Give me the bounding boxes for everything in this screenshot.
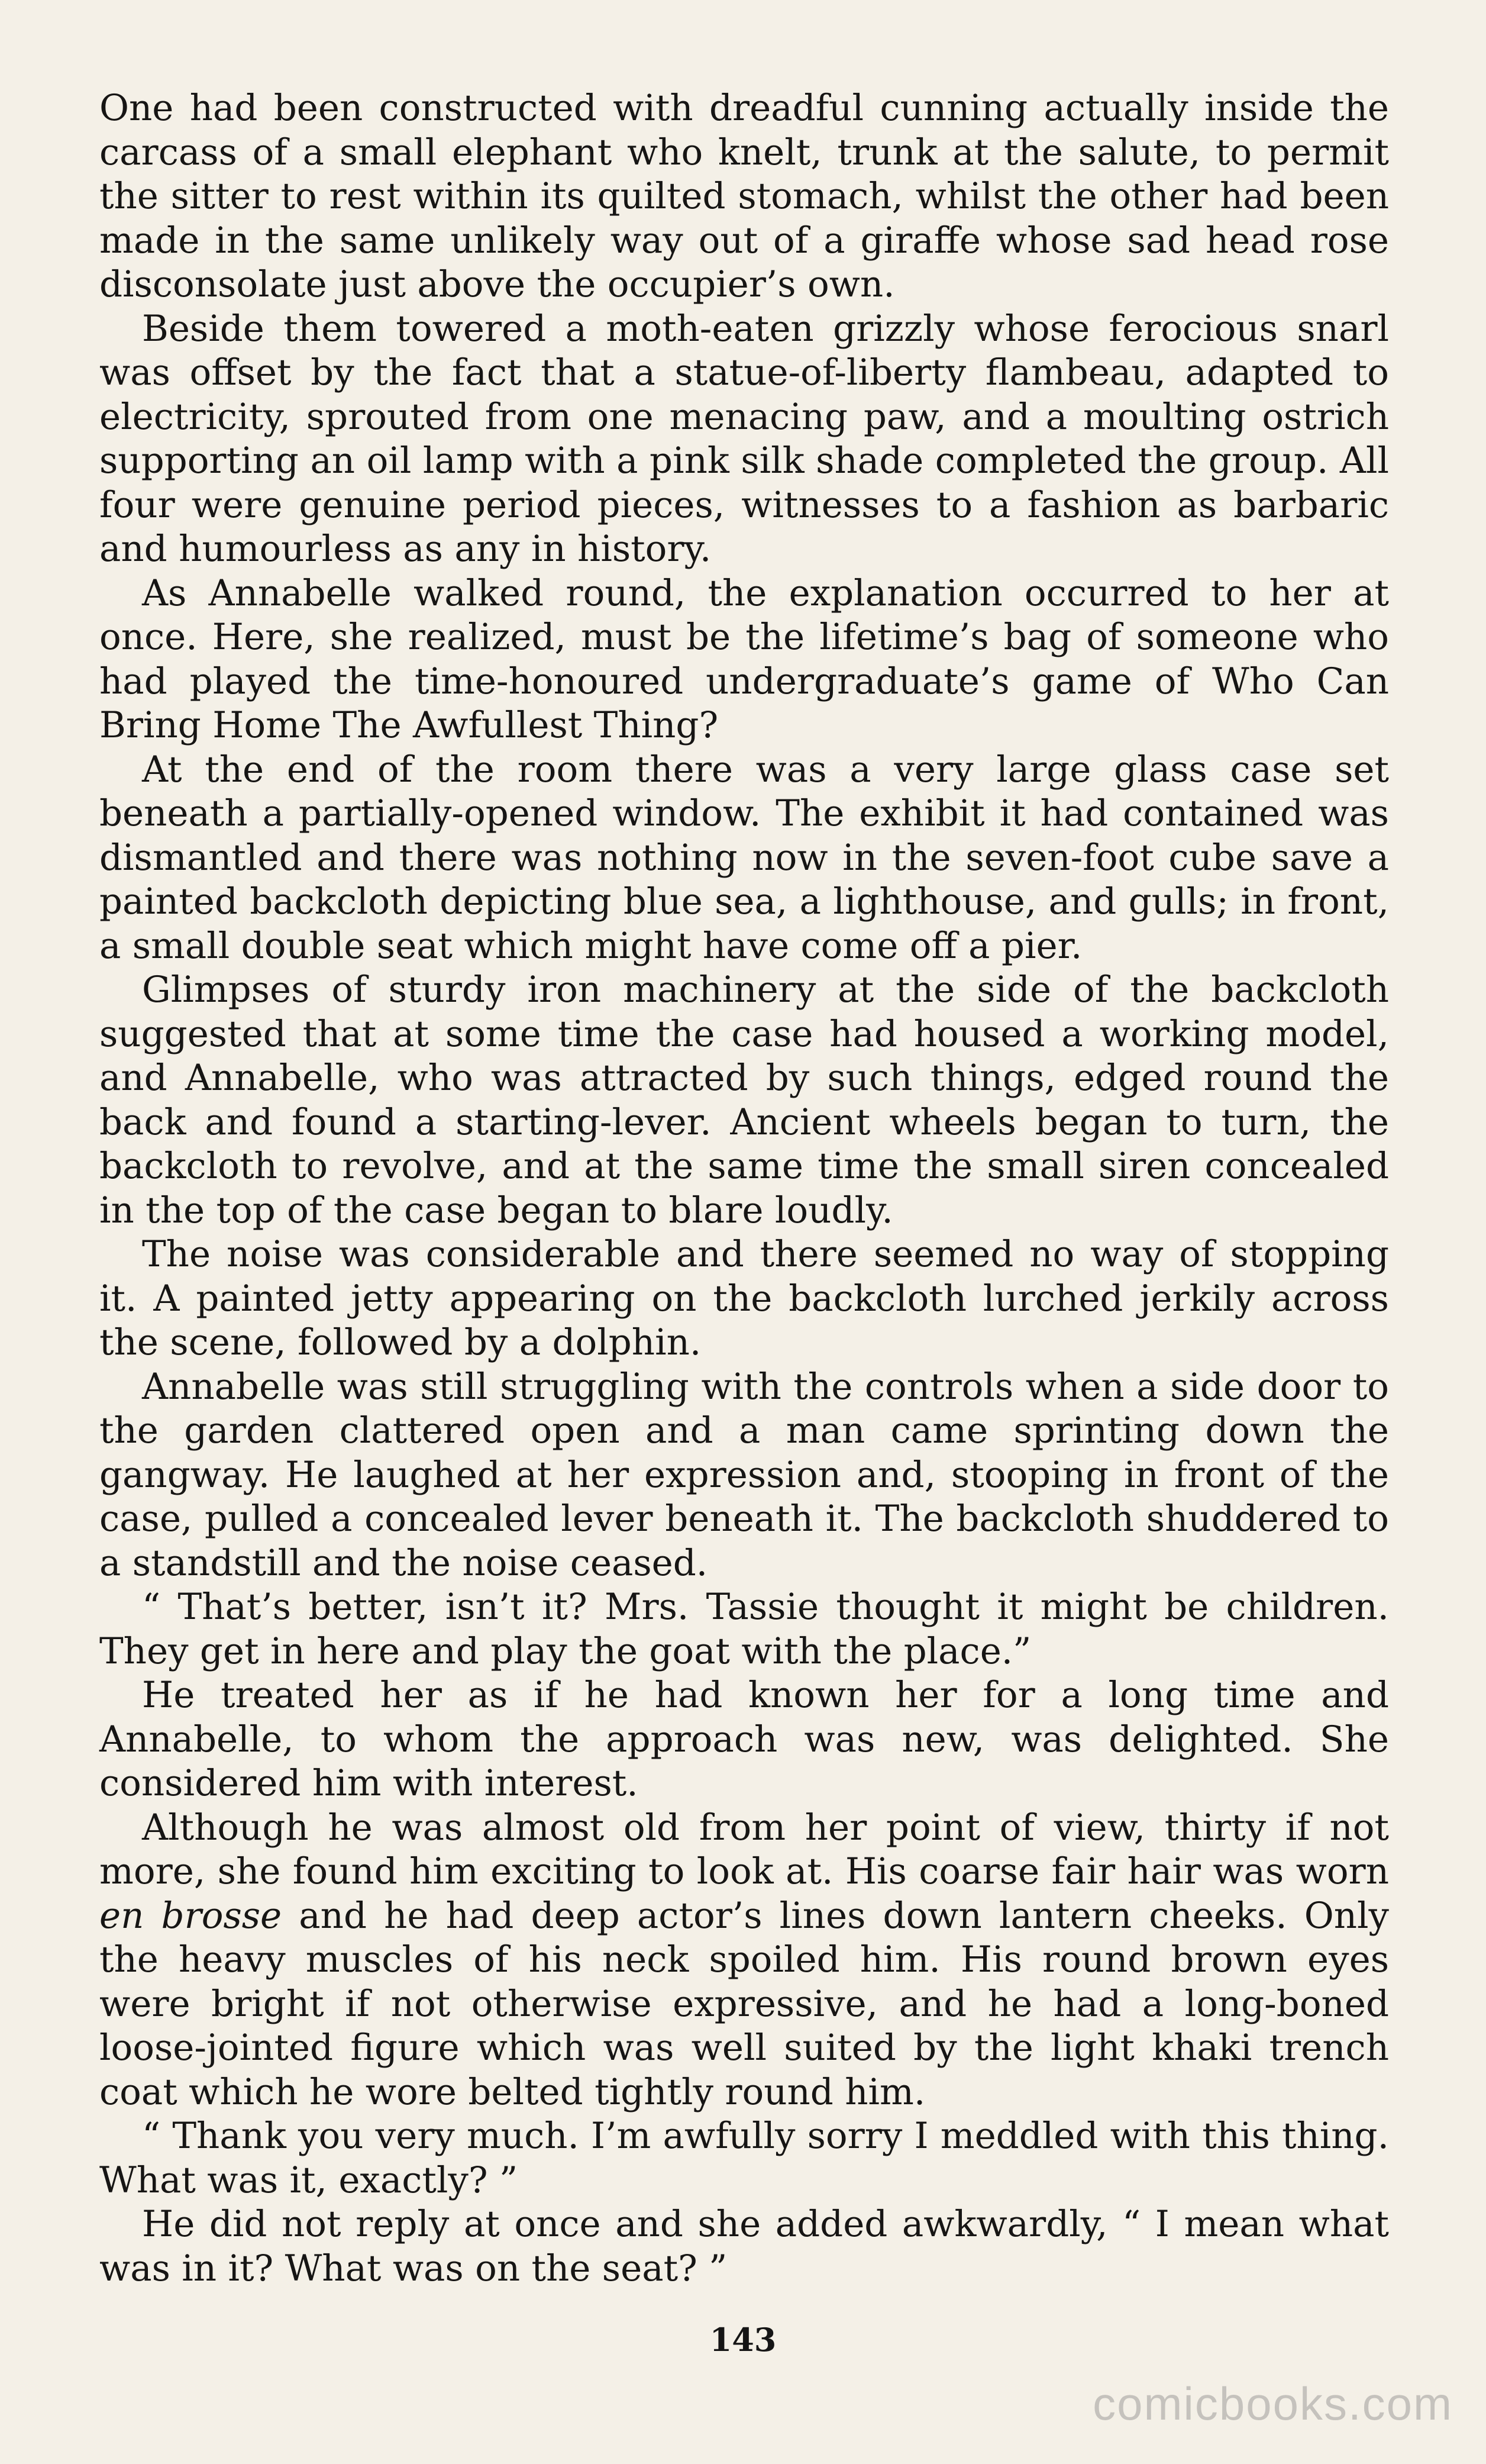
paragraph-7: Annabelle was still struggling with the controls when a side door to the garden clattered open and a man came sprinting down the gangway. He laughed at her expression and, stooping in front of the case, pulled a concealed lever beneath it. The backcloth shuddered to a standstill and the noise ceased. (99, 1365, 1389, 1584)
paragraph-1: One had been constructed with dreadful cunning actually inside the carcass of a small elephant who knelt, trunk at the salute, to permit the sitter to rest within its quilted stomach, whilst the other had been made in the same unlikely way out of a giraffe whose sad head rose disconsolate just above the occupier’s own. (99, 87, 1389, 305)
paragraph-9: He treated her as if he had known her for a long time and Annabelle, to whom the approach was new, was delighted. She considered him with interest. (99, 1674, 1389, 1804)
page-number: 143 (709, 2321, 777, 2359)
watermark: comicbooks.com (1093, 2378, 1453, 2430)
paragraph-6: The noise was considerable and there seemed no way of stopping it. A painted jetty appearing on the backcloth lurched jerkily across the scene, followed by a dolphin. (99, 1233, 1389, 1363)
body-text (99, 86, 1389, 2291)
paragraph-10-text-before: Although he was almost old from her point of view, thirty if not more, she found him exciting to look at. His coarse fair hair was worn (99, 1806, 1389, 1892)
paragraph-3: As Annabelle walked round, the explanation occurred to her at once. Here, she realized, must be the lifetime’s bag of someone who had played the time-honoured undergraduate’s game of Who Can Bring Home The Awfullest Thing? (99, 572, 1389, 746)
paragraph-10-text-after: and he had deep actor’s lines down lantern cheeks. Only the heavy muscles of his neck spoiled him. His round brown eyes were bright if not otherwise expressive, and he had a long-boned loose-jointed figure which was well suited by the light khaki trench coat which he wore belted tightly round him. (99, 1894, 1389, 2113)
paragraph-8: “ That’s better, isn’t it? Mrs. Tassie thought it might be children. They get in here and play the goat with the place.” (99, 1586, 1389, 1672)
paragraph-5: Glimpses of sturdy iron machinery at the side of the backcloth suggested that at some time the case had housed a working model, and Annabelle, who was attracted by such things, edged round the back and found a starting-lever. Ancient wheels began to turn, the backcloth to revolve, and at the same time the small siren concealed in the top of the case began to blare loudly. (99, 969, 1389, 1231)
paragraph-2: Beside them towered a moth-eaten grizzly whose ferocious snarl was offset by the fact that a statue-of-liberty flambeau, adapted to electricity, sprouted from one menacing paw, and a moulting ostrich supporting an oil lamp with a pink silk shade completed the group. All four were genuine period pieces, witnesses to a fashion as barbaric and humourless as any in history. (99, 307, 1389, 570)
paragraph-11: “ Thank you very much. I’m awfully sorry I meddled with this thing. What was it, exactly? ” (99, 2115, 1389, 2201)
paragraph-4: At the end of the room there was a very large glass case set beneath a partially-opened window. The exhibit it had contained was dismantled and there was nothing now in the seven-foot cube save a painted backcloth depicting blue sea, a lighthouse, and gulls; in front, a small double seat which might have come off a pier. (99, 748, 1389, 967)
italic-phrase: en brosse (99, 1894, 282, 1937)
paragraph-10 (99, 1806, 1389, 2115)
paragraph-12: He did not reply at once and she added awkwardly, “ I mean what was in it? What was on the seat? ” (99, 2203, 1389, 2289)
